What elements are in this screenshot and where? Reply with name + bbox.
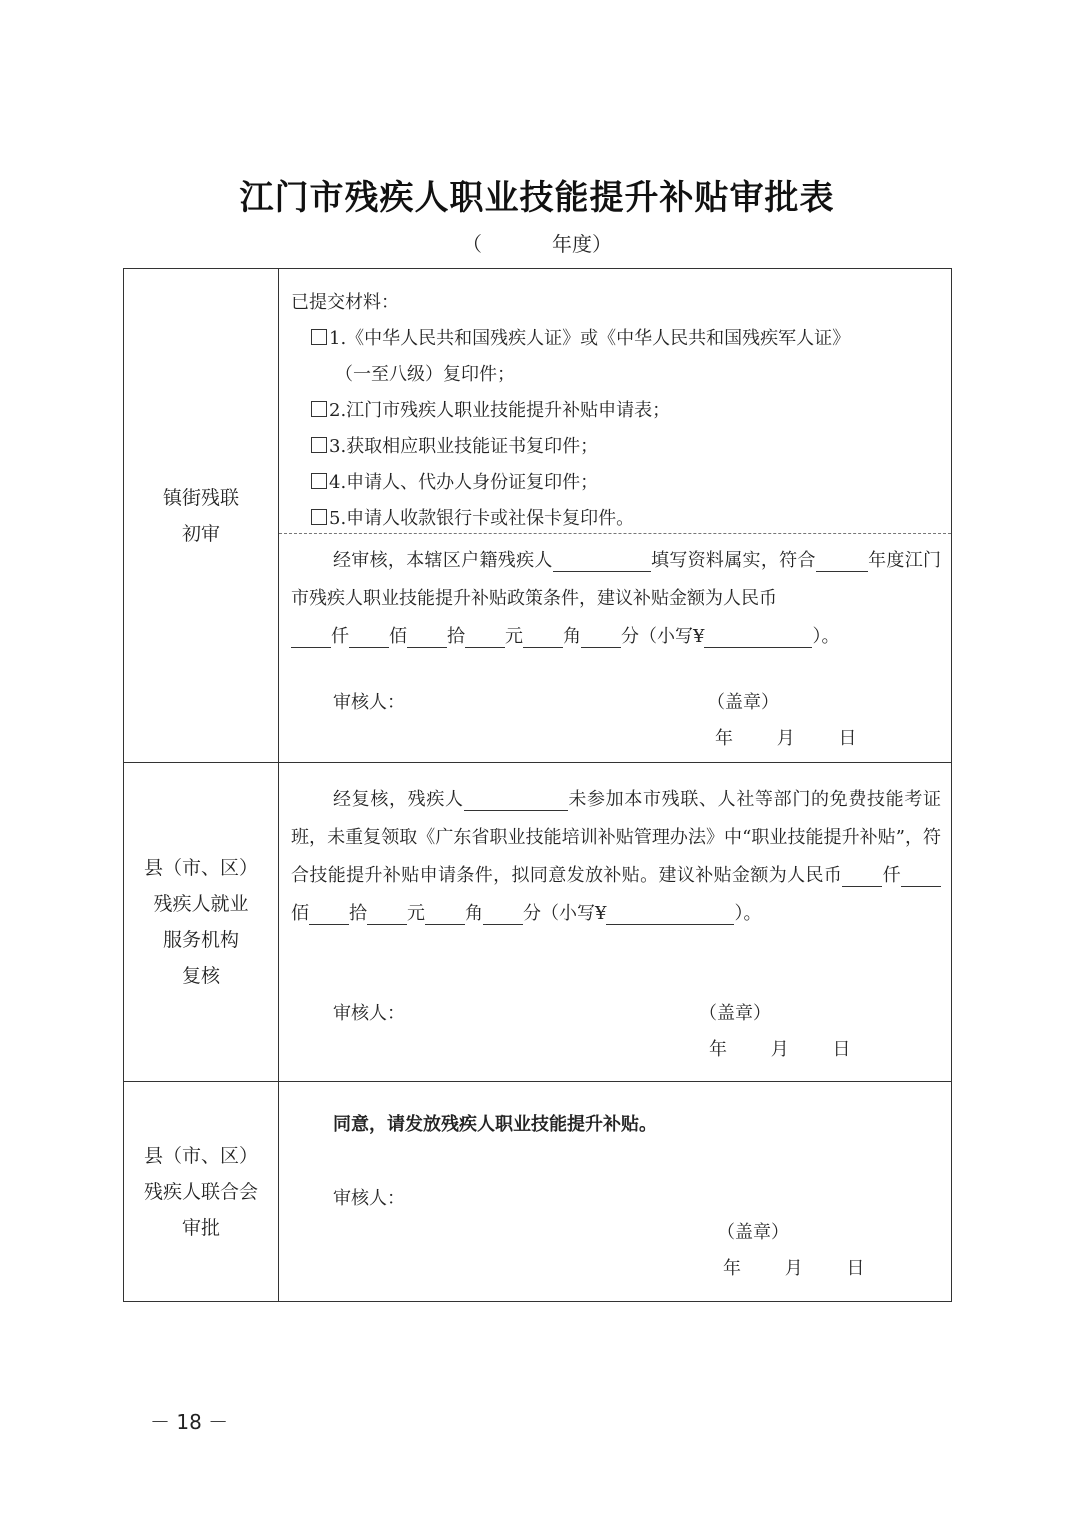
section1-label [124,269,279,763]
amount-shi-blank[interactable] [407,625,447,648]
material-item-2-text: 2.江门市残疾人职业技能提升补贴申请表； [329,400,671,421]
section1-date: 年 月 日 [715,728,857,749]
year-blank-field[interactable] [816,549,868,572]
section1-amount-line [279,618,951,656]
unit-shi: 拾 [447,626,465,647]
material-item-3 [291,429,941,465]
unit-fen: 分（小写¥ [621,626,705,647]
recheck-unit-shi: 拾 [349,903,367,924]
section2-label-line1: 县（市、区） [143,857,258,879]
checkbox-4[interactable] [311,473,327,489]
approval-table [123,268,952,1302]
section3-content [279,1082,952,1302]
recheck-unit-fen: 分（小写 [523,903,595,924]
recheck-unit-jiao: 角 [465,903,483,924]
recheck-text-part-b: 未参加本市残联、人社等部门的免费技能考证班，未重复领取《广东省职业技能培训补贴管理办法》中“职业技能提升补贴”，符合技能提升补贴申请条件，拟同意发放补贴。建议补贴金额为人民币 [291,789,942,886]
subtitle-year-label: 年度） [552,232,612,256]
amount-jiao-blank[interactable] [523,625,563,648]
section1-content [279,269,952,763]
review-text-part-a: 经审核，本辖区户籍残疾人 [333,550,553,571]
recheck-qian-blank[interactable] [842,864,882,887]
review-text-part-b: 填写资料属实，符合 [650,550,816,571]
amount-fen-blank[interactable] [581,625,621,648]
amount-lowercase-blank[interactable] [704,625,812,648]
recheck-unit-yuan: 元 [407,903,425,924]
section1-review-area [279,534,951,762]
year-subtitle [0,228,1074,257]
section1-seal: （盖章） [707,692,779,713]
recheck-bai-blank[interactable] [901,864,941,887]
section-approval [124,1082,952,1302]
unit-bai: 佰 [389,626,407,647]
unit-yuan: 元 [505,626,523,647]
recheck-fen-blank[interactable] [483,902,523,925]
section3-label-line1: 县（市、区） [143,1144,258,1167]
section2-review-text [279,763,951,933]
section1-label-line2: 初审 [181,522,220,545]
section-initial-review [124,269,952,763]
amount-bai-blank[interactable] [349,625,389,648]
section2-seal: （盖章） [699,1003,771,1024]
material-item-1 [291,321,941,357]
materials-list [279,269,951,534]
material-item-4-text: 4.申请人、代办人身份证复印件； [329,472,599,493]
unit-qian: 仟 [331,626,349,647]
section1-review-text [279,534,951,618]
section2-label-line3: 服务机构 [162,929,239,951]
checkbox-3[interactable] [311,437,327,453]
material-item-1-text: 1.《中华人民共和国残疾人证》或《中华人民共和国残疾军人证》 [329,328,851,349]
section-recheck [124,763,952,1082]
material-item-5-text: 5.申请人收款银行卡或社保卡复印件。 [329,508,635,529]
amount-qian-blank[interactable] [291,625,331,648]
recheck-unit-bai: 佰 [291,903,309,924]
approval-text: 同意，请发放残疾人职业技能提升补贴。 [333,1114,657,1135]
checkbox-5[interactable] [311,509,327,525]
recheck-shi-blank[interactable] [309,902,349,925]
section3-date: 年 月 日 [723,1258,865,1279]
material-item-5 [291,501,941,537]
unit-jiao: 角 [563,626,581,647]
section1-label-line1: 镇街残联 [162,486,239,509]
section2-label-line4: 复核 [181,965,220,987]
section3-label [124,1082,279,1302]
recheck-yuan-blank[interactable] [367,902,407,925]
checkbox-1[interactable] [311,329,327,345]
recheck-unit-qian: 仟 [882,865,901,886]
review-text-part-c: 年度江门市残疾人职业技能提升补贴政策条件，建议补贴金额为人民币 [291,550,942,609]
text-end: ）。 [812,626,840,647]
recheck-text-end: ）。 [734,903,762,924]
section2-date: 年 月 日 [709,1039,851,1060]
page-number: － 18 － [150,1410,229,1434]
materials-heading: 已提交材料： [291,292,399,313]
recheck-text-part-a: 经复核，残疾人 [333,789,464,810]
section3-approval-area [279,1082,951,1301]
material-item-2 [291,393,941,429]
section3-seal: （盖章） [717,1222,789,1243]
section2-reviewer: 审核人： [333,1003,405,1024]
section2-label-line2: 残疾人就业 [153,893,249,915]
section2-review-area [279,763,951,1081]
recheck-name-blank[interactable] [464,788,568,811]
section3-label-line3: 审批 [181,1216,220,1239]
form-title: 江门市残疾人职业技能提升补贴审批表 [239,178,835,218]
amount-yuan-blank[interactable] [465,625,505,648]
section3-label-line2: 残疾人联合会 [143,1180,258,1203]
material-item-1-continuation: （一至八级）复印件； [335,364,515,385]
recheck-jiao-blank[interactable] [425,902,465,925]
recheck-yen: ¥ [595,903,607,924]
recheck-lowercase-blank[interactable] [606,902,734,925]
material-item-4 [291,465,941,501]
material-item-3-text: 3.获取相应职业技能证书复印件； [329,436,599,457]
subtitle-open-paren: （ [462,232,482,256]
section2-content [279,763,952,1082]
section2-label [124,763,279,1082]
applicant-name-blank[interactable] [553,549,651,572]
section3-reviewer: 审核人： [333,1188,405,1209]
section1-reviewer: 审核人： [333,692,405,713]
checkbox-2[interactable] [311,401,327,417]
